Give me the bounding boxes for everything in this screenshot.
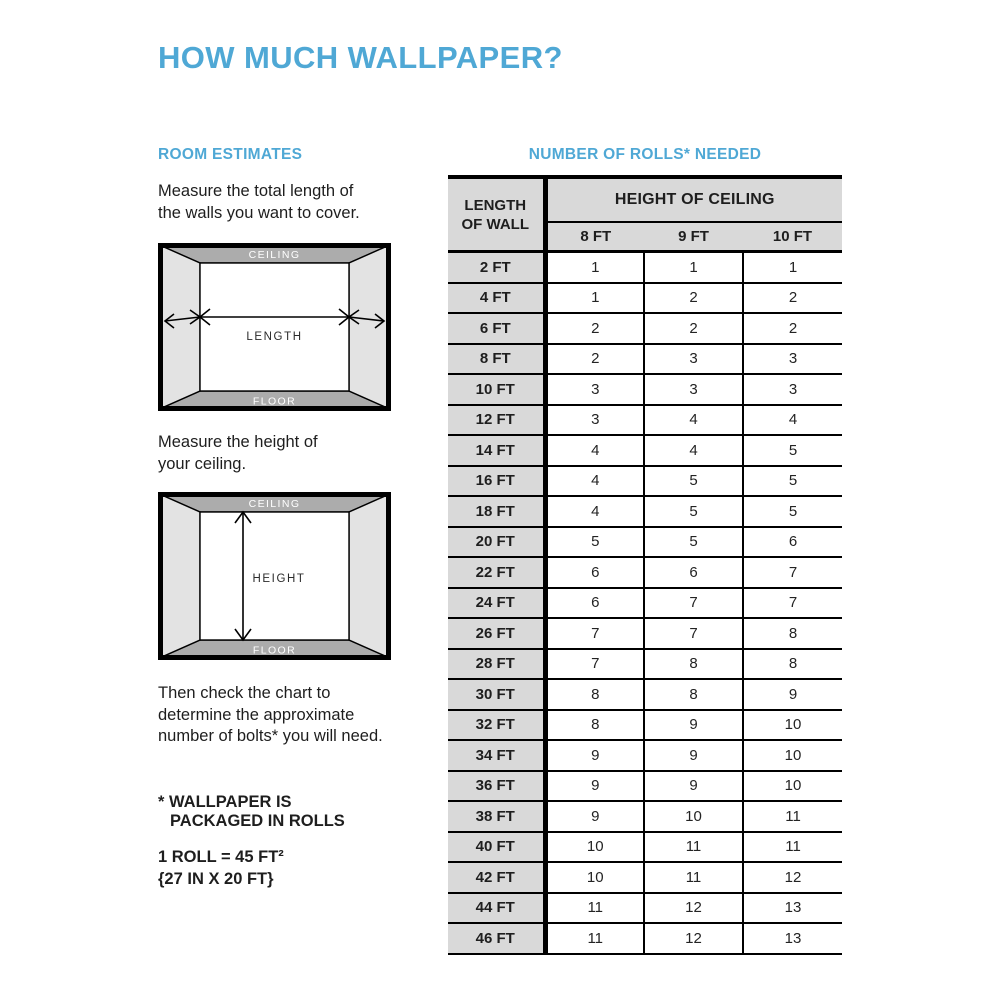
wall-length-cell: 10 FT: [448, 374, 545, 405]
table-row: [448, 527, 842, 558]
column-header-8ft: 8 FT: [545, 222, 644, 252]
right-wall-surface: [349, 246, 389, 409]
table-row: [448, 710, 842, 741]
rolls-10ft-cell: 11: [743, 801, 842, 832]
rolls-table-section: [448, 146, 842, 955]
rolls-10ft-cell: 5: [743, 496, 842, 527]
table-row: [448, 344, 842, 375]
measure-length-text: [158, 181, 360, 224]
rolls-needed-heading: NUMBER OF ROLLS* NEEDED: [528, 146, 762, 163]
rolls-8ft-cell: 3: [545, 374, 644, 405]
rolls-10ft-cell: 11: [743, 832, 842, 863]
text-line: Then check the chart to: [158, 684, 331, 702]
length-of-wall-header: [448, 177, 545, 252]
rolls-10ft-cell: 10: [743, 710, 842, 741]
back-wall-surface: [200, 263, 349, 391]
wall-length-cell: 22 FT: [448, 557, 545, 588]
wall-length-cell: 26 FT: [448, 618, 545, 649]
text-line: Measure the height of: [158, 433, 318, 451]
table-row: [448, 771, 842, 802]
rolls-8ft-cell: 1: [545, 283, 644, 314]
note-line: PACKAGED IN ROLLS: [170, 811, 345, 830]
rolls-10ft-cell: 8: [743, 618, 842, 649]
column-header-10ft: 10 FT: [743, 222, 842, 252]
rolls-8ft-cell: 9: [545, 801, 644, 832]
rolls-10ft-cell: 5: [743, 466, 842, 497]
table-row: [448, 435, 842, 466]
rolls-9ft-cell: 6: [644, 557, 743, 588]
right-wall-surface: [349, 495, 389, 658]
rolls-9ft-cell: 5: [644, 527, 743, 558]
table-row: [448, 466, 842, 497]
table-row: [448, 832, 842, 863]
wall-length-cell: 36 FT: [448, 771, 545, 802]
table-row: [448, 374, 842, 405]
table-header-row: [448, 177, 842, 222]
rolls-10ft-cell: 2: [743, 313, 842, 344]
wall-length-cell: 38 FT: [448, 801, 545, 832]
table-row: [448, 679, 842, 710]
room-length-diagram: [158, 243, 391, 411]
wall-length-cell: 8 FT: [448, 344, 545, 375]
rolls-9ft-cell: 11: [644, 832, 743, 863]
rolls-9ft-cell: 4: [644, 405, 743, 436]
rolls-10ft-cell: 4: [743, 405, 842, 436]
wall-length-cell: 6 FT: [448, 313, 545, 344]
text-line: the walls you want to cover.: [158, 203, 360, 222]
table-row: [448, 313, 842, 344]
rolls-10ft-cell: 5: [743, 435, 842, 466]
rolls-10ft-cell: 9: [743, 679, 842, 710]
rolls-9ft-cell: 10: [644, 801, 743, 832]
rolls-9ft-cell: 11: [644, 862, 743, 893]
table-row: [448, 893, 842, 924]
wall-length-cell: 44 FT: [448, 893, 545, 924]
table-row: [448, 740, 842, 771]
wall-length-cell: 30 FT: [448, 679, 545, 710]
rolls-10ft-cell: 6: [743, 527, 842, 558]
length-label: LENGTH: [246, 331, 303, 343]
rolls-9ft-cell: 9: [644, 740, 743, 771]
rolls-8ft-cell: 4: [545, 466, 644, 497]
room-height-diagram: [158, 492, 391, 660]
rolls-10ft-cell: 7: [743, 557, 842, 588]
table-row: [448, 557, 842, 588]
rolls-8ft-cell: 9: [545, 740, 644, 771]
rolls-8ft-cell: 2: [545, 313, 644, 344]
room-estimates-heading: ROOM ESTIMATES: [158, 146, 303, 163]
rolls-8ft-cell: 11: [545, 893, 644, 924]
rolls-8ft-cell: 2: [545, 344, 644, 375]
height-label: HEIGHT: [252, 573, 306, 585]
rolls-8ft-cell: 8: [545, 710, 644, 741]
rolls-9ft-cell: 1: [644, 252, 743, 283]
height-of-ceiling-header: HEIGHT OF CEILING: [545, 177, 842, 222]
roll-dimensions-line: {27 IN X 20 FT}: [158, 869, 274, 888]
wall-length-cell: 34 FT: [448, 740, 545, 771]
table-row: [448, 405, 842, 436]
wall-length-cell: 16 FT: [448, 466, 545, 497]
rolls-8ft-cell: 6: [545, 588, 644, 619]
roll-size-info: [158, 847, 284, 890]
rolls-8ft-cell: 11: [545, 923, 644, 954]
table-row: [448, 801, 842, 832]
wall-length-cell: 46 FT: [448, 923, 545, 954]
floor-label: FLOOR: [252, 644, 297, 657]
rolls-9ft-cell: 12: [644, 893, 743, 924]
rolls-8ft-cell: 10: [545, 832, 644, 863]
rolls-10ft-cell: 7: [743, 588, 842, 619]
rolls-9ft-cell: 8: [644, 679, 743, 710]
table-row: [448, 252, 842, 283]
check-chart-text: [158, 683, 383, 748]
rolls-8ft-cell: 6: [545, 557, 644, 588]
rolls-8ft-cell: 9: [545, 771, 644, 802]
rolls-9ft-cell: 5: [644, 496, 743, 527]
table-row: [448, 496, 842, 527]
table-row: [448, 283, 842, 314]
rolls-9ft-cell: 12: [644, 923, 743, 954]
rolls-9ft-cell: 8: [644, 649, 743, 680]
text-line: your ceiling.: [158, 454, 247, 473]
rolls-10ft-cell: 3: [743, 374, 842, 405]
rolls-10ft-cell: 10: [743, 740, 842, 771]
rolls-9ft-cell: 7: [644, 618, 743, 649]
column-header-9ft: 9 FT: [644, 222, 743, 252]
rolls-8ft-cell: 7: [545, 618, 644, 649]
rolls-9ft-cell: 7: [644, 588, 743, 619]
table-row: [448, 649, 842, 680]
wall-length-cell: 28 FT: [448, 649, 545, 680]
rolls-10ft-cell: 1: [743, 252, 842, 283]
table-row: [448, 923, 842, 954]
wall-length-cell: 20 FT: [448, 527, 545, 558]
wall-length-cell: 4 FT: [448, 283, 545, 314]
rolls-10ft-cell: 3: [743, 344, 842, 375]
note-line: * WALLPAPER IS: [158, 793, 292, 811]
header-line: LENGTH: [464, 196, 527, 214]
rolls-8ft-cell: 4: [545, 435, 644, 466]
floor-label: FLOOR: [252, 395, 297, 408]
ceiling-label: CEILING: [248, 249, 301, 261]
rolls-9ft-cell: 4: [644, 435, 743, 466]
header-line: OF WALL: [461, 215, 529, 233]
rolls-8ft-cell: 7: [545, 649, 644, 680]
table-row: [448, 588, 842, 619]
rolls-8ft-cell: 1: [545, 252, 644, 283]
ceiling-label: CEILING: [248, 498, 301, 510]
left-wall-surface: [161, 246, 201, 409]
rolls-10ft-cell: 12: [743, 862, 842, 893]
rolls-10ft-cell: 10: [743, 771, 842, 802]
wallpaper-rolls-note: [158, 793, 345, 830]
text-line: determine the approximate: [158, 705, 355, 724]
rolls-9ft-cell: 5: [644, 466, 743, 497]
wall-length-cell: 12 FT: [448, 405, 545, 436]
wall-length-cell: 2 FT: [448, 252, 545, 283]
text-line: Measure the total length of: [158, 182, 354, 200]
text-line: number of bolts* you will need.: [158, 727, 383, 745]
rolls-9ft-cell: 3: [644, 374, 743, 405]
rolls-9ft-cell: 9: [644, 771, 743, 802]
rolls-needed-table: [448, 175, 842, 955]
rolls-9ft-cell: 2: [644, 313, 743, 344]
roll-area-line: 1 ROLL = 45 FT²: [158, 848, 284, 866]
measure-height-text: [158, 432, 318, 475]
rolls-8ft-cell: 8: [545, 679, 644, 710]
rolls-8ft-cell: 5: [545, 527, 644, 558]
rolls-8ft-cell: 10: [545, 862, 644, 893]
rolls-9ft-cell: 2: [644, 283, 743, 314]
wall-length-cell: 42 FT: [448, 862, 545, 893]
wall-length-cell: 24 FT: [448, 588, 545, 619]
wall-length-cell: 32 FT: [448, 710, 545, 741]
wall-length-cell: 40 FT: [448, 832, 545, 863]
rolls-9ft-cell: 3: [644, 344, 743, 375]
table-row: [448, 618, 842, 649]
rolls-9ft-cell: 9: [644, 710, 743, 741]
table-row: [448, 862, 842, 893]
rolls-10ft-cell: 8: [743, 649, 842, 680]
rolls-10ft-cell: 13: [743, 893, 842, 924]
page-title: HOW MUCH WALLPAPER?: [158, 40, 563, 75]
rolls-10ft-cell: 2: [743, 283, 842, 314]
rolls-8ft-cell: 4: [545, 496, 644, 527]
wall-length-cell: 14 FT: [448, 435, 545, 466]
left-wall-surface: [161, 495, 201, 658]
rolls-10ft-cell: 13: [743, 923, 842, 954]
rolls-8ft-cell: 3: [545, 405, 644, 436]
wall-length-cell: 18 FT: [448, 496, 545, 527]
